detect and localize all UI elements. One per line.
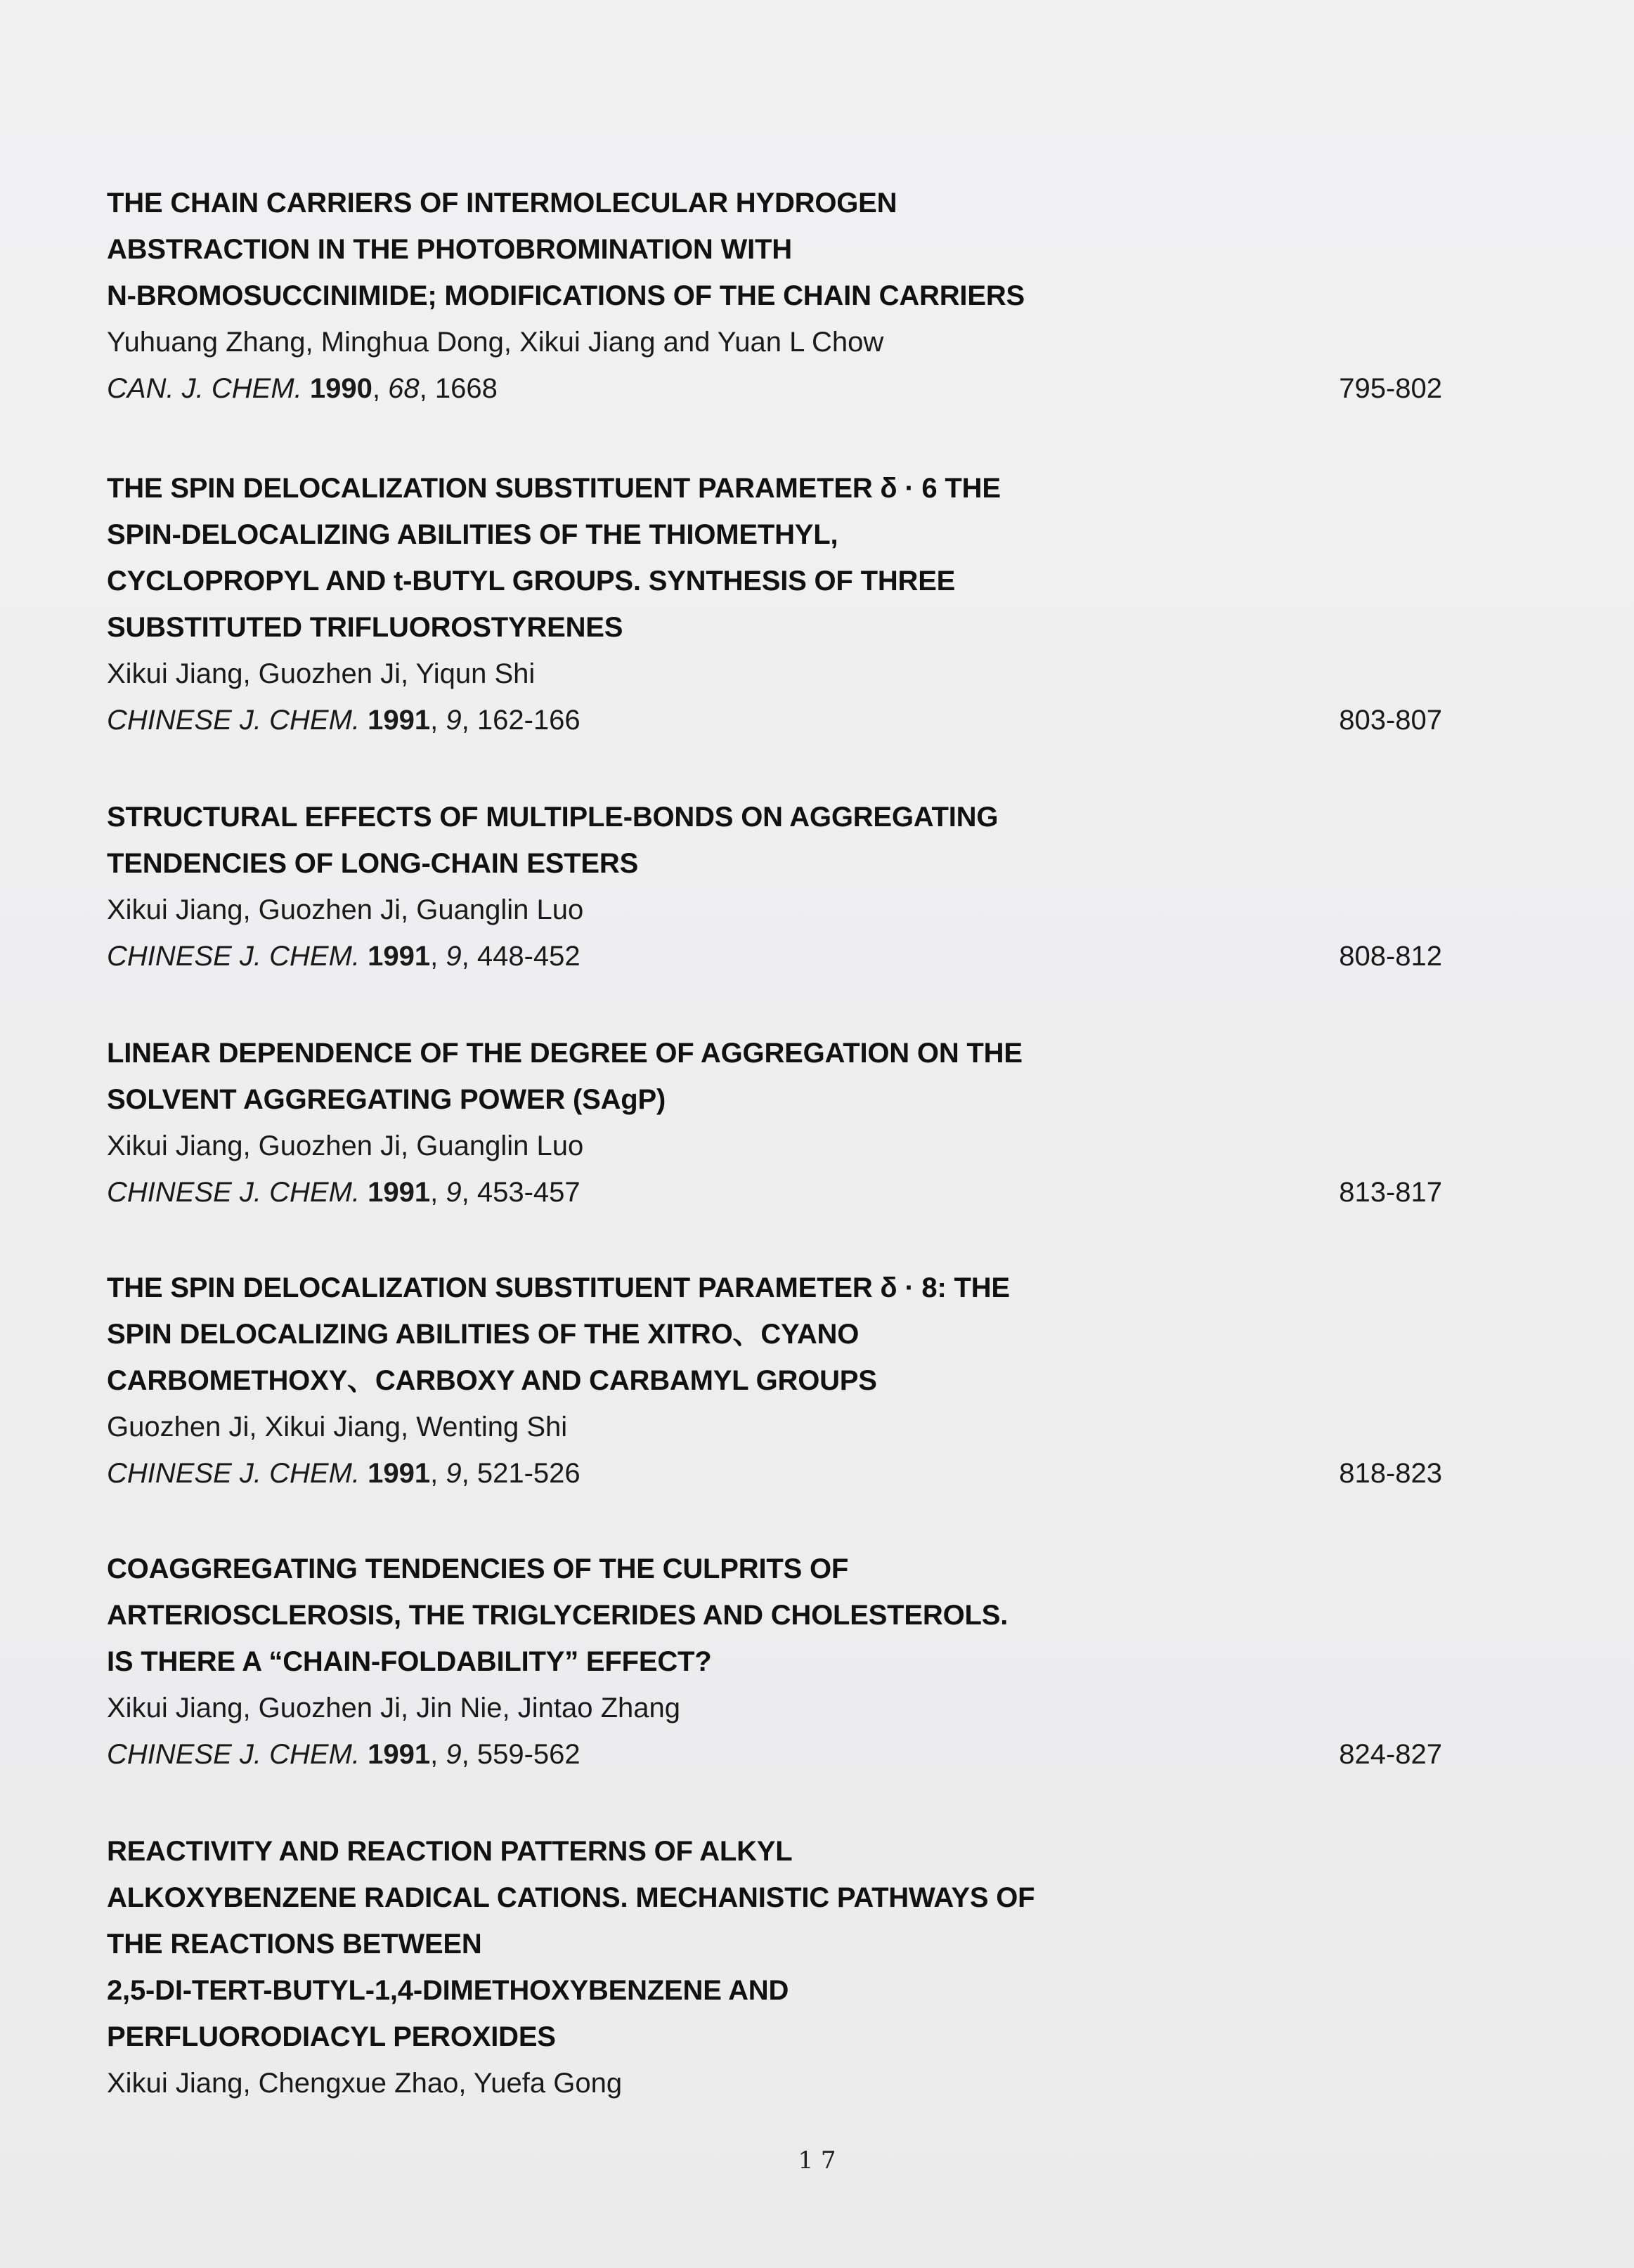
publication-year: 1991 [368, 1177, 431, 1208]
journal-pages: 521-526 [476, 1458, 581, 1489]
publication-authors: Xikui Jiang, Chengxue Zhao, Yuefa Gong [107, 2068, 623, 2099]
publication-authors: Xikui Jiang, Guozhen Ji, Guanglin Luo [107, 894, 584, 925]
publication-year: 1991 [368, 705, 431, 736]
publication-title: LINEAR DEPENDENCE OF THE DEGREE OF AGGREGATION ON THE SOLVENT AGGREGATING POWER (SAgP) [107, 1038, 1023, 1115]
journal-pages: 448-452 [476, 941, 581, 972]
journal-pages: 162-166 [476, 705, 581, 736]
journal-pages: 559-562 [476, 1739, 581, 1770]
journal-pages: 1668 [434, 373, 498, 404]
publication-authors: Xikui Jiang, Guozhen Ji, Jin Nie, Jintao Zhang [107, 1693, 680, 1723]
journal-volume: 9 [446, 705, 462, 736]
publication-entry [107, 794, 1442, 979]
publication-authors: Xikui Jiang, Guozhen Ji, Guanglin Luo [107, 1130, 584, 1161]
publication-title: THE CHAIN CARRIERS OF INTERMOLECULAR HYDROGEN ABSTRACTION IN THE PHOTOBROMINATION WITH N-BROMOSUCCINIMIDE; MODIFICATIONS OF THE CHAIN CARRIERS [107, 188, 1025, 311]
book-page-range: 808-812 [1339, 941, 1442, 972]
publication-authors: Guozhen Ji, Xikui Jiang, Wenting Shi [107, 1412, 568, 1442]
publication-citation: CHINESE J. CHEM. 1991, 9, 448-452 808-812 [107, 933, 1442, 979]
publication-citation: CAN. J. CHEM. 1990, 68, 1668 795-802 [107, 365, 1442, 412]
page-number: 1 7 [798, 2146, 836, 2175]
publication-title: THE SPIN DELOCALIZATION SUBSTITUENT PARAMETER δ · 6 THE SPIN-DELOCALIZING ABILITIES OF THE THIOMETHYL, CYCLOPROPYL AND t-BUTYL GROUPS. SYNTHESIS OF THREE SUBSTITUTED TRIFLUOROSTYRENES [107, 473, 1001, 643]
publication-entry [107, 1030, 1442, 1216]
publication-entry [107, 465, 1442, 743]
publication-year: 1991 [368, 941, 431, 972]
publication-title: THE SPIN DELOCALIZATION SUBSTITUENT PARAMETER δ · 8: THE SPIN DELOCALIZING ABILITIES OF THE XITRO、CYANO CARBOMETHOXY、CARBOXY AND CARBAMYL GROUPS [107, 1272, 1010, 1396]
journal-volume: 9 [446, 1177, 462, 1208]
publication-title: REACTIVITY AND REACTION PATTERNS OF ALKYL ALKOXYBENZENE RADICAL CATIONS. MECHANISTIC PATHWAYS OF THE REACTIONS BETWEEN 2,5-DI-TERT-BUTYL-1,4-DIMETHOXYBENZENE AND PERFLUORODIACYL PEROXIDES [107, 1836, 1035, 2052]
publication-year: 1991 [368, 1458, 431, 1489]
journal-volume: 9 [446, 1739, 462, 1770]
book-page-range: 803-807 [1339, 705, 1442, 736]
publication-citation: CHINESE J. CHEM. 1991, 9, 521-526 818-823 [107, 1450, 1442, 1497]
journal-pages: 453-457 [476, 1177, 581, 1208]
journal-volume: 9 [446, 941, 462, 972]
publication-authors: Xikui Jiang, Guozhen Ji, Yiqun Shi [107, 658, 536, 689]
publication-authors: Yuhuang Zhang, Minghua Dong, Xikui Jiang and Yuan L Chow [107, 327, 884, 358]
publication-entry [107, 180, 1442, 412]
publication-citation: CHINESE J. CHEM. 1991, 9, 453-457 813-817 [107, 1169, 1442, 1216]
book-page-range: 824-827 [1339, 1739, 1442, 1770]
book-page-range: 818-823 [1339, 1458, 1442, 1489]
publication-entry [107, 1546, 1442, 1778]
journal-name: CHINESE J. CHEM. [107, 1739, 361, 1770]
journal-name: CHINESE J. CHEM. [107, 1177, 361, 1208]
journal-name: CAN. J. CHEM. [107, 373, 302, 404]
book-page-range: 795-802 [1339, 373, 1442, 404]
publication-year: 1990 [309, 373, 372, 404]
publication-title: COAGGREGATING TENDENCIES OF THE CULPRITS OF ARTERIOSCLEROSIS, THE TRIGLYCERIDES AND CHOLESTEROLS. IS THERE A “CHAIN-FOLDABILITY” EFFECT? [107, 1553, 1009, 1677]
publication-title: STRUCTURAL EFFECTS OF MULTIPLE-BONDS ON AGGREGATING TENDENCIES OF LONG-CHAIN ESTERS [107, 802, 999, 879]
publication-entry [107, 1265, 1442, 1497]
publication-citation: CHINESE J. CHEM. 1991, 9, 559-562 824-827 [107, 1731, 1442, 1778]
book-page-range: 813-817 [1339, 1177, 1442, 1208]
publication-citation: CHINESE J. CHEM. 1991, 9, 162-166 803-807 [107, 697, 1442, 743]
journal-volume: 9 [446, 1458, 462, 1489]
journal-name: CHINESE J. CHEM. [107, 705, 361, 736]
publication-entry [107, 1828, 1442, 2106]
journal-volume: 68 [388, 373, 420, 404]
journal-name: CHINESE J. CHEM. [107, 1458, 361, 1489]
journal-name: CHINESE J. CHEM. [107, 941, 361, 972]
publication-year: 1991 [368, 1739, 431, 1770]
